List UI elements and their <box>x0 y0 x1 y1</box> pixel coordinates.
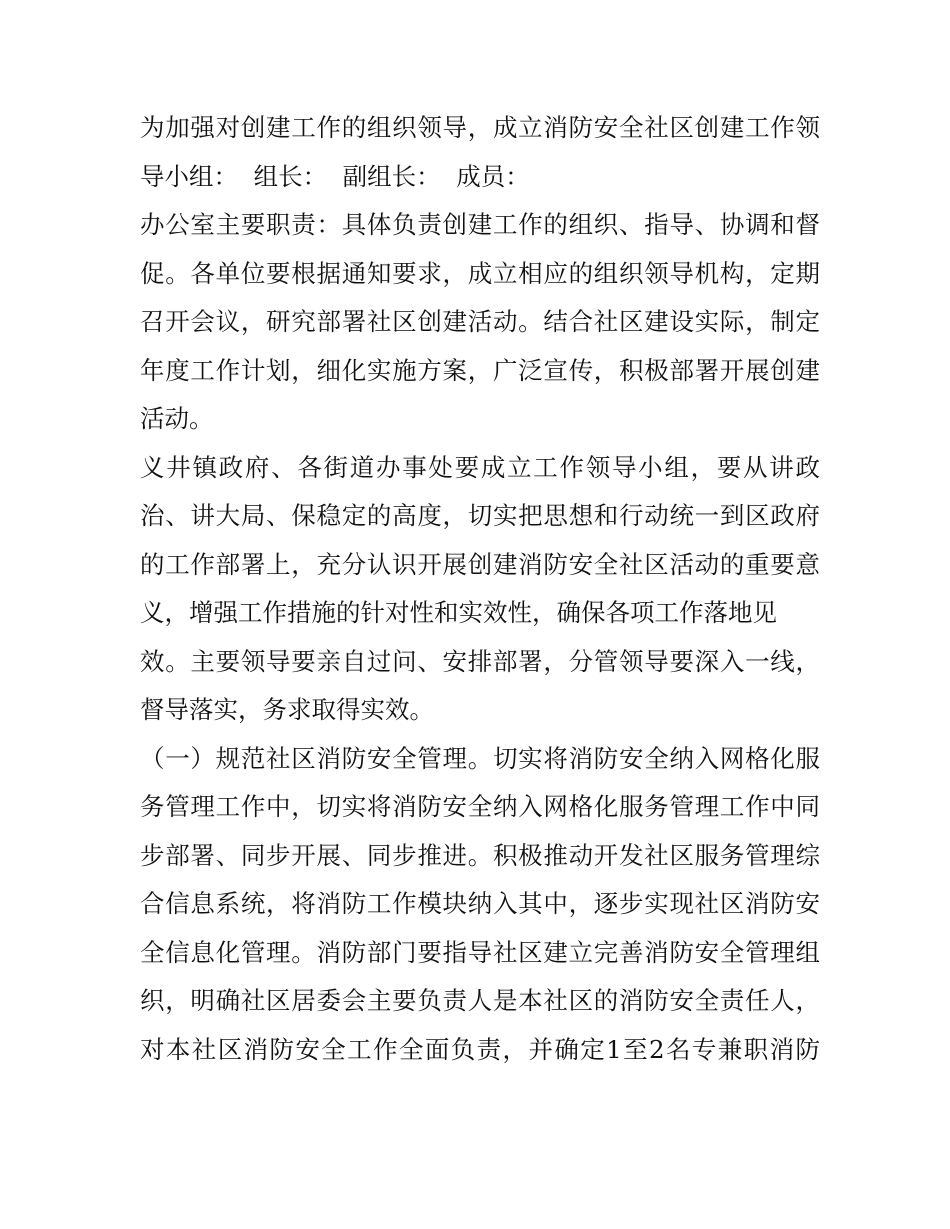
text-line: 为加强对创建工作的组织领导，成立消防安全社区创建工作领 <box>140 113 820 142</box>
text-line: 促。各单位要根据通知要求，成立相应的组织领导机构，定期 <box>140 258 820 288</box>
text-line: 务管理工作中，切实将消防安全纳入网格化服务管理工作中同 <box>140 792 820 821</box>
text-line: 导小组： 组长： 副组长： 成员： <box>140 161 530 191</box>
text-line: 年度工作计划，细化实施方案，广泛宣传，积极部署开展创建 <box>140 355 820 385</box>
text-line: 合信息系统，将消防工作模块纳入其中，逐步实现社区消防安 <box>140 889 820 918</box>
document-body <box>140 104 820 1074</box>
text-line: 办公室主要职责：具体负责创建工作的组织、指导、协调和督 <box>140 210 820 239</box>
text-line: 义，增强工作措施的针对性和实效性，确保各项工作落地见 <box>140 598 777 627</box>
text-line: （一）规范社区消防安全管理。切实将消防安全纳入网格化服 <box>140 743 820 773</box>
text-line: 义井镇政府、各街道办事处要成立工作领导小组，要从讲政 <box>140 452 820 482</box>
text-line: 全信息化管理。消防部门要指导社区建立完善消防安全管理组 <box>140 937 820 967</box>
text-line: 的工作部署上，充分认识开展创建消防安全社区活动的重要意 <box>140 549 820 579</box>
text-line: 步部署、同步开展、同步推进。积极推动开发社区服务管理综 <box>140 840 820 870</box>
text-line: 治、讲大局、保稳定的高度，切实把思想和行动统一到区政府 <box>140 501 820 530</box>
text-line: 对本社区消防安全工作全面负责，并确定1至2名专兼职消防 <box>140 1034 820 1064</box>
text-line: 召开会议，研究部署社区创建活动。结合社区建设实际，制定 <box>140 307 820 336</box>
text-line: 活动。 <box>140 404 214 433</box>
text-line: 织，明确社区居委会主要负责人是本社区的消防安全责任人， <box>140 986 820 1015</box>
text-line: 效。主要领导要亲自过问、安排部署，分管领导要深入一线， <box>140 646 820 676</box>
text-line: 督导落实，务求取得实效。 <box>140 695 434 724</box>
